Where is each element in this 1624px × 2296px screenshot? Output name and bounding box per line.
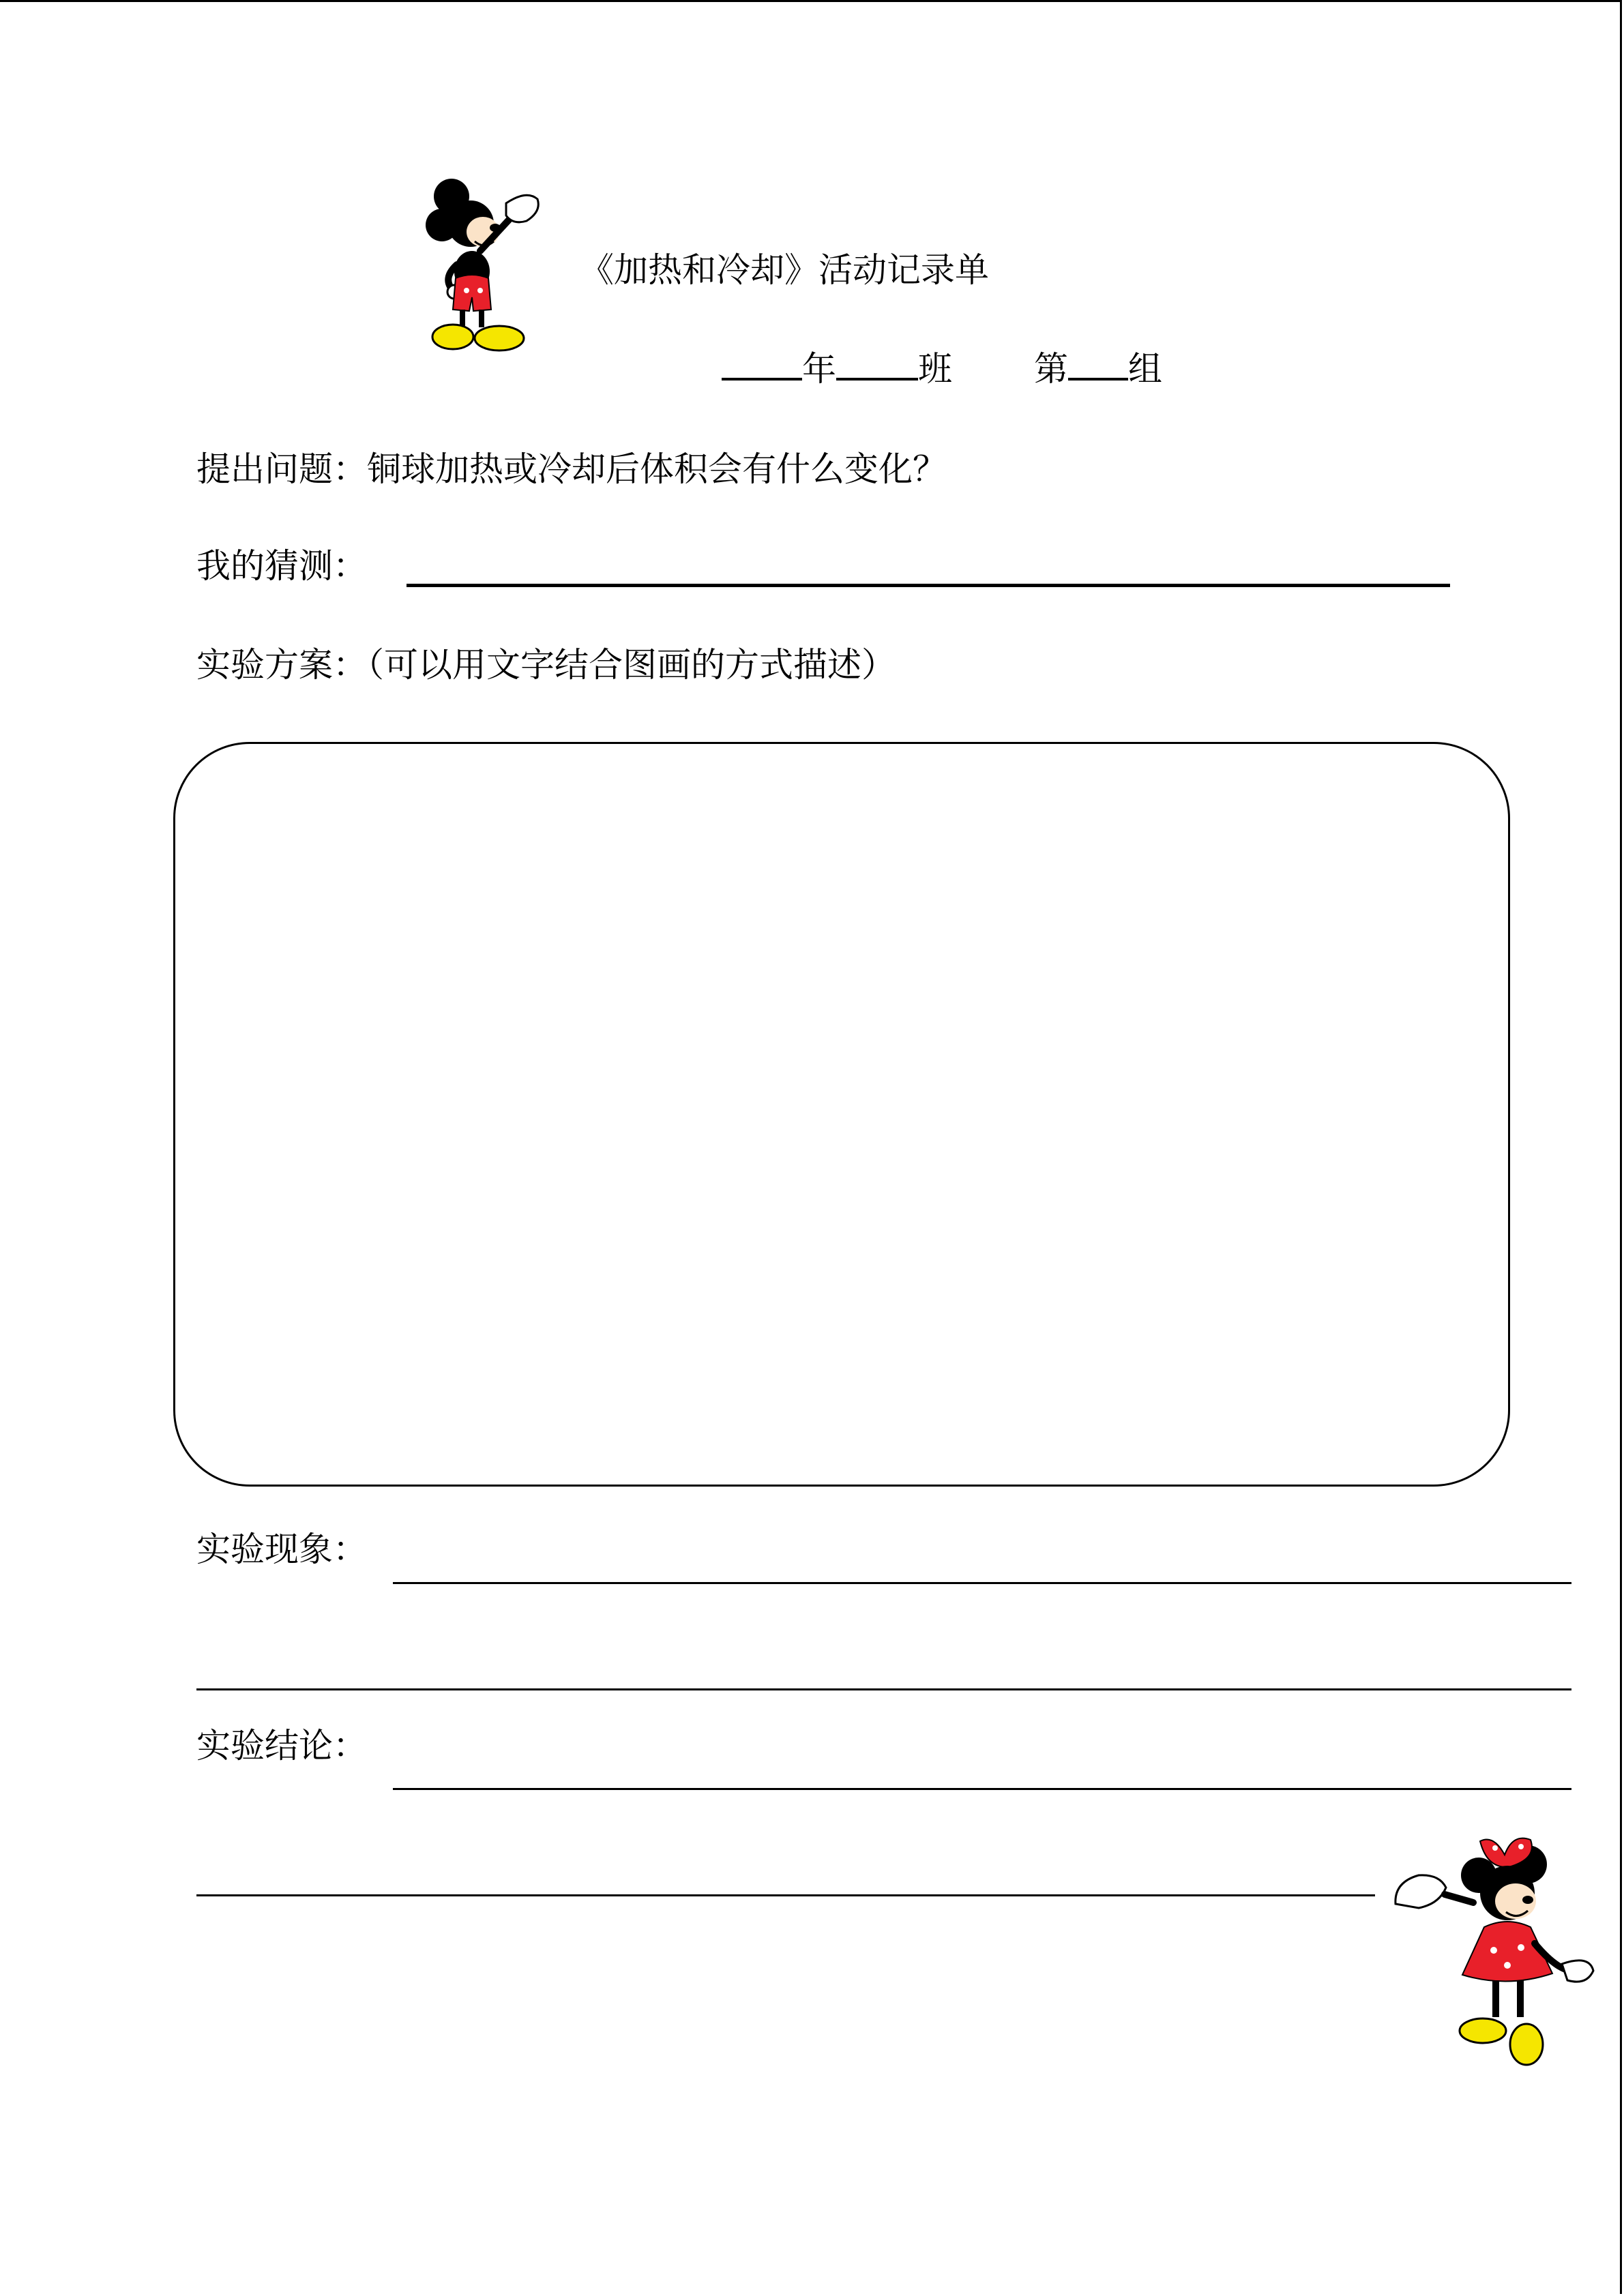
class-label: 班: [918, 349, 952, 389]
class-info-line: [722, 346, 1162, 389]
guess-answer-line[interactable]: [407, 584, 1450, 587]
group-label: 组: [1128, 349, 1162, 389]
phenomenon-answer-line-1[interactable]: [393, 1582, 1571, 1584]
group-blank[interactable]: [1068, 346, 1128, 381]
conclusion-answer-line-2[interactable]: [196, 1894, 1375, 1896]
conclusion-answer-line-1[interactable]: [393, 1788, 1571, 1790]
mickey-mouse-illustration: [417, 176, 554, 359]
year-blank[interactable]: [722, 346, 802, 381]
phenomenon-answer-line-2[interactable]: [196, 1688, 1571, 1690]
page-title: 《加热和冷却》活动记录单: [580, 250, 989, 290]
plan-drawing-box[interactable]: [173, 742, 1510, 1487]
group-prefix: 第: [1034, 349, 1068, 389]
class-blank[interactable]: [836, 346, 918, 381]
question-text: 提出问题：铜球加热或冷却后体积会有什么变化？: [196, 449, 947, 489]
plan-label: 实验方案：（可以用文字结合图画的方式描述）: [196, 645, 896, 685]
phenomenon-label: 实验现象：: [196, 1530, 367, 1569]
guess-label: 我的猜测：: [196, 546, 367, 586]
conclusion-label: 实验结论：: [196, 1726, 367, 1765]
year-label: 年: [802, 349, 836, 389]
minnie-mouse-illustration: [1391, 1828, 1596, 2073]
